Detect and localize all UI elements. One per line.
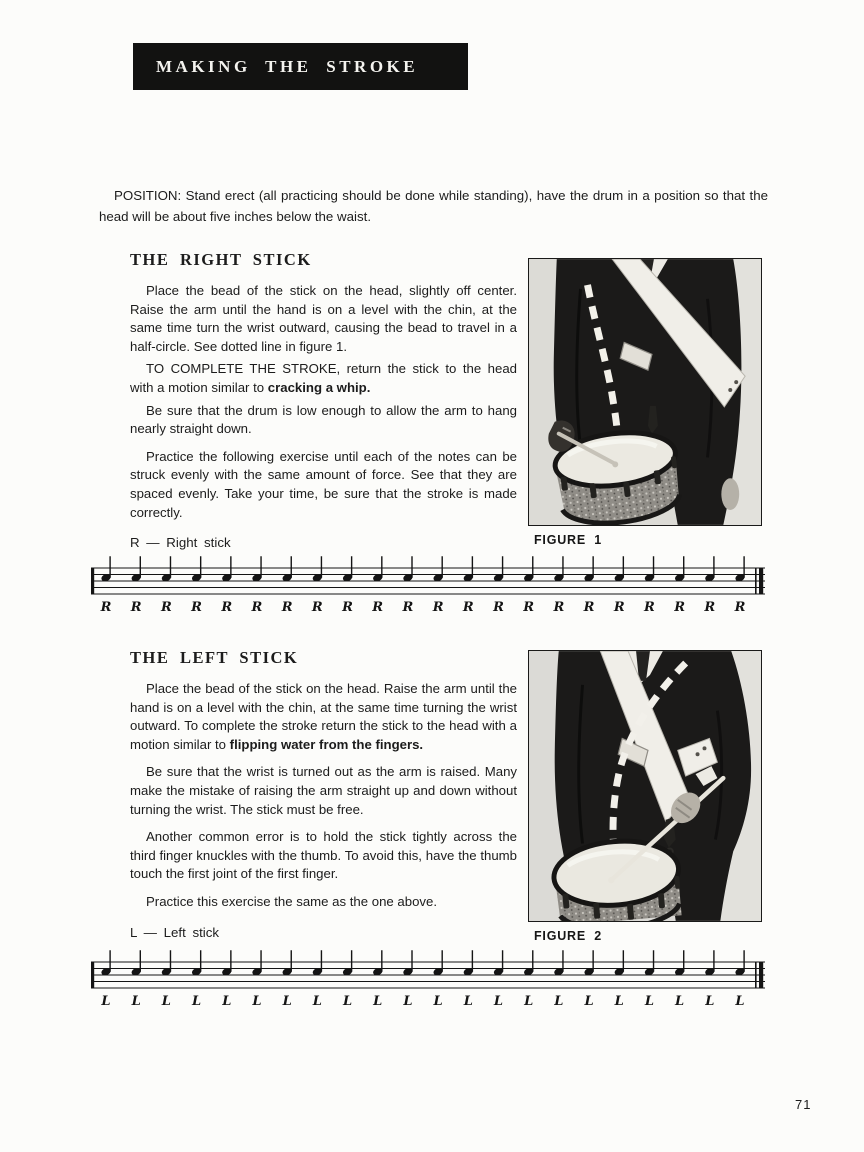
section-heading: THE LEFT STICK — [130, 648, 299, 667]
paragraph-text: Place the bead of the stick on the head, slightly off center. Raise the arm until the hand is on a level with the chin, at the same time turn the wrist outward, causing the bead to travel in a half-circle. See dotted line in figure 1. — [130, 283, 517, 354]
sticking-legend-right: R — Right stick — [130, 535, 231, 551]
figure-1 — [528, 258, 762, 547]
stick-label: L — [403, 994, 413, 1009]
stick-label: R — [100, 600, 112, 615]
figure-1-photo — [528, 258, 762, 526]
stick-label: L — [463, 994, 473, 1009]
intro-paragraph: POSITION: Stand erect (all practicing should be done while standing), have the drum in a position so that the head will be about five inches below the waist. — [99, 188, 768, 224]
stick-label: R — [613, 600, 625, 615]
section-heading: THE RIGHT STICK — [130, 250, 312, 269]
paragraph — [130, 680, 517, 754]
stick-label: L — [675, 994, 685, 1009]
stick-label: L — [584, 994, 594, 1009]
sticking-legend-left: L — Left stick — [130, 924, 220, 940]
stick-label: R — [372, 600, 384, 615]
paragraph-text: Be sure that the drum is low enough to allow the arm to hang nearly straight down. — [130, 402, 517, 437]
paragraph — [130, 763, 517, 819]
paragraph-text: Practice the following exercise until each of the notes can be struck evenly with the same amount of force. See that they are spaced evenly. Take your time, be sure that the stroke is made correctly. — [130, 448, 517, 520]
stick-label: R — [191, 600, 202, 615]
stick-label: L — [705, 994, 715, 1009]
paragraph-text: Place the bead of the stick on the head. Raise the arm until the hand is on a level with the chin, at the same time turning the wrist outward. To complete the stroke return the stick to the head with a motion similar to — [130, 681, 517, 752]
stick-label: L — [373, 994, 383, 1009]
figure-1-caption: FIGURE 1 — [534, 533, 603, 547]
stick-label: R — [704, 600, 716, 615]
stick-label: L — [131, 994, 141, 1009]
paragraph-text: Another common error is to hold the stick tightly across the third finger knuckles with the thumb. To avoid this, have the thumb touch the first joint of the first finger. — [130, 829, 517, 882]
section-left-stick — [130, 648, 517, 940]
stick-label: R — [251, 600, 263, 615]
stick-label: R — [432, 600, 444, 615]
stick-label: R — [674, 600, 686, 615]
stick-label: L — [524, 994, 534, 1009]
paragraph — [130, 828, 517, 884]
stick-label: R — [221, 600, 233, 615]
stick-label: R — [583, 600, 595, 615]
stick-label: L — [735, 994, 745, 1009]
stick-label: L — [101, 994, 111, 1009]
left-stick-exercise-staff — [88, 948, 768, 1012]
stick-label: L — [282, 994, 292, 1009]
page-number: 71 — [795, 1097, 812, 1112]
paragraph-text: TO COMPLETE THE STROKE, return the stick to the head with a motion similar to — [130, 361, 517, 395]
section-right-stick — [130, 250, 517, 550]
stick-label: L — [614, 994, 624, 1009]
stick-label: R — [402, 600, 414, 615]
page-title: MAKING THE STROKE — [156, 56, 419, 76]
paragraph-text: Be sure that the wrist is turned out as the arm is raised. Many make the mistake of raising the arm straight up and down without turning the wrist. The stick must be free. — [130, 764, 517, 817]
stick-label: L — [493, 994, 504, 1009]
bold-phrase: flipping water from the fingers. — [229, 736, 424, 752]
right-stick-exercise-staff — [88, 554, 768, 618]
left-hand — [721, 478, 739, 510]
stick-label: R — [160, 600, 172, 615]
stick-label: R — [462, 600, 474, 615]
paragraph — [130, 893, 517, 912]
stick-label: R — [734, 600, 746, 615]
stick-label: L — [433, 994, 443, 1009]
paragraph-text: Practice this exercise the same as the one above. — [146, 893, 438, 909]
stick-label: L — [312, 994, 322, 1009]
stick-label: L — [644, 994, 654, 1009]
paragraph — [130, 282, 517, 356]
stick-label: L — [554, 994, 564, 1009]
bold-phrase: cracking a whip. — [267, 379, 371, 395]
figure-2 — [528, 650, 762, 943]
stick-label: R — [644, 600, 655, 615]
figure-2-caption: FIGURE 2 — [534, 929, 603, 943]
paragraph — [130, 360, 517, 397]
stick-label: R — [493, 600, 504, 615]
stick-label: R — [553, 600, 565, 615]
stick-label: R — [311, 600, 323, 615]
stick-label: L — [161, 994, 171, 1009]
stick-label: L — [342, 994, 353, 1009]
stick-label: L — [252, 994, 262, 1009]
figure-2-photo — [528, 650, 762, 922]
stick-label: L — [222, 994, 232, 1009]
stick-label: R — [281, 600, 293, 615]
stick-label: R — [523, 600, 535, 615]
stick-label: L — [192, 994, 202, 1009]
title-banner — [133, 43, 468, 90]
paragraph — [130, 402, 517, 439]
stick-label: R — [342, 600, 353, 615]
paragraph — [130, 448, 517, 522]
stick-label: R — [130, 600, 142, 615]
